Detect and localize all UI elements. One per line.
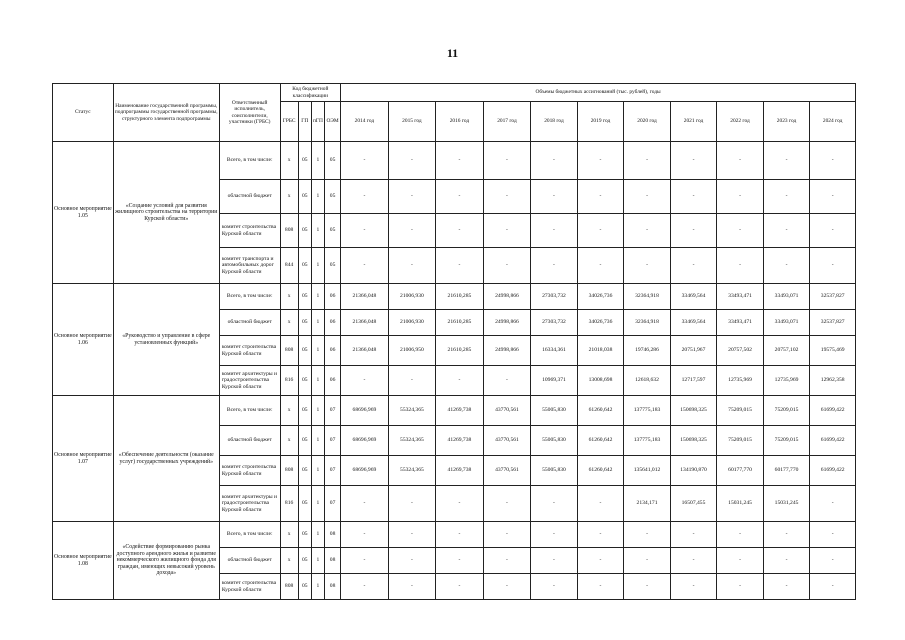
value-cell: - [388,574,436,600]
value-cell: - [577,522,624,548]
value-cell: - [531,486,578,522]
value-cell: - [577,248,624,284]
oem-cell: 06 [324,366,340,396]
value-cell: 61260,642 [577,426,624,456]
gp-cell: 05 [298,142,311,180]
oem-cell: 08 [324,548,340,574]
oem-cell: 06 [324,310,340,336]
value-cell: - [531,142,578,180]
gp-cell: 05 [298,214,311,248]
value-cell: - [717,574,764,600]
value-cell: 68696,969 [341,456,389,486]
value-cell: 55005,830 [531,426,578,456]
pgp-cell: 1 [311,336,324,366]
table-row [53,142,856,180]
value-cell: - [670,180,717,214]
value-cell: 55324,365 [388,456,436,486]
value-cell: 24998,866 [483,336,531,366]
pgp-cell: 1 [311,310,324,336]
grbs-cell: 844 [280,248,298,284]
header-year: 2015 год [388,102,436,142]
gp-cell: 05 [298,396,311,426]
value-cell: - [670,522,717,548]
oem-cell: 06 [324,336,340,366]
value-cell: - [436,248,484,284]
gp-cell: 05 [298,522,311,548]
value-cell: 19575,469 [810,336,856,366]
program-name-cell: «Обеспечение деятельности (оказание услуг) государственных учреждений» [113,396,219,522]
pgp-cell: 1 [311,522,324,548]
value-cell: 21006,930 [388,310,436,336]
header-year: 2018 год [531,102,578,142]
value-cell: 33469,564 [670,310,717,336]
value-cell: 24998,866 [483,284,531,310]
responsible-cell: областной бюджет [219,310,280,336]
table-row [53,396,856,426]
value-cell: - [717,214,764,248]
value-cell: 135641,012 [624,456,671,486]
grbs-cell: х [280,426,298,456]
value-cell: 150698,325 [670,396,717,426]
value-cell: 34026,736 [577,284,624,310]
value-cell: - [577,142,624,180]
value-cell: 150698,325 [670,426,717,456]
value-cell: - [810,214,856,248]
value-cell: - [436,574,484,600]
value-cell: - [577,574,624,600]
value-cell: - [483,548,531,574]
responsible-cell: Всего, в том числе: [219,284,280,310]
value-cell: 60177,770 [717,456,764,486]
gp-cell: 05 [298,426,311,456]
value-cell: - [810,248,856,284]
value-cell: 32364,918 [624,310,671,336]
oem-cell: 07 [324,396,340,426]
value-cell: - [763,574,810,600]
value-cell: 34026,736 [577,310,624,336]
value-cell: - [577,486,624,522]
value-cell: - [341,180,389,214]
value-cell: - [483,366,531,396]
value-cell: 20757,502 [717,336,764,366]
value-cell: 60177,770 [763,456,810,486]
value-cell: 61699,422 [810,396,856,426]
value-cell: - [341,248,389,284]
pgp-cell: 1 [311,284,324,310]
value-cell: - [436,366,484,396]
gp-cell: 05 [298,284,311,310]
value-cell: 55005,830 [531,396,578,426]
value-cell: 24998,866 [483,310,531,336]
value-cell: - [624,180,671,214]
value-cell: - [341,522,389,548]
value-cell: - [624,142,671,180]
value-cell: - [531,548,578,574]
value-cell: - [717,522,764,548]
value-cell: 27303,732 [531,310,578,336]
gp-cell: 05 [298,310,311,336]
responsible-cell: комитет строительства Курской области [219,214,280,248]
pgp-cell: 1 [311,180,324,214]
grbs-cell: х [280,180,298,214]
grbs-cell: 808 [280,214,298,248]
header-status: Статус [53,84,114,142]
header-responsible: Ответственный исполнитель, соисполнители, участники (ГРБС) [219,84,280,142]
value-cell: 19746,286 [624,336,671,366]
grbs-cell: х [280,396,298,426]
value-cell: - [531,214,578,248]
value-cell: - [341,366,389,396]
gp-cell: 05 [298,248,311,284]
value-cell: 55005,830 [531,456,578,486]
responsible-cell: комитет строительства Курской области [219,336,280,366]
value-cell: - [810,522,856,548]
value-cell: - [670,142,717,180]
value-cell: - [436,142,484,180]
value-cell: - [388,180,436,214]
value-cell: - [388,214,436,248]
value-cell: 55324,365 [388,396,436,426]
value-cell: 61260,642 [577,396,624,426]
value-cell: - [388,548,436,574]
value-cell: 12735,969 [717,366,764,396]
value-cell: - [436,548,484,574]
oem-cell: 05 [324,180,340,214]
gp-cell: 05 [298,548,311,574]
value-cell: 43770,561 [483,456,531,486]
value-cell: 75209,015 [717,426,764,456]
value-cell: 61260,642 [577,456,624,486]
value-cell: - [341,486,389,522]
value-cell: 27303,732 [531,284,578,310]
oem-cell: 07 [324,456,340,486]
value-cell: - [624,248,671,284]
header-gp: ГП [298,102,311,142]
value-cell: - [763,522,810,548]
value-cell: - [388,366,436,396]
value-cell: - [717,548,764,574]
grbs-cell: 808 [280,574,298,600]
value-cell: 21366,048 [341,336,389,366]
value-cell: - [388,142,436,180]
value-cell: - [483,486,531,522]
value-cell: 2134,171 [624,486,671,522]
value-cell: - [670,548,717,574]
grbs-cell: х [280,284,298,310]
grbs-cell: х [280,548,298,574]
value-cell: 21366,048 [341,310,389,336]
value-cell: - [717,180,764,214]
gp-cell: 05 [298,486,311,522]
oem-cell: 08 [324,522,340,548]
value-cell: 75209,015 [763,396,810,426]
oem-cell: 07 [324,426,340,456]
value-cell: 21366,048 [341,284,389,310]
header-pgp: пГП [311,102,324,142]
value-cell: - [531,248,578,284]
value-cell: 41269,738 [436,456,484,486]
value-cell: 137775,183 [624,396,671,426]
pgp-cell: 1 [311,214,324,248]
value-cell: - [436,214,484,248]
value-cell: - [531,522,578,548]
value-cell: 16507,455 [670,486,717,522]
value-cell: - [670,214,717,248]
value-cell: - [577,214,624,248]
header-year: 2020 год [624,102,671,142]
pgp-cell: 1 [311,486,324,522]
value-cell: 68696,969 [341,396,389,426]
value-cell: 41269,738 [436,426,484,456]
value-cell: 75209,015 [717,396,764,426]
value-cell: - [763,142,810,180]
gp-cell: 05 [298,574,311,600]
oem-cell: 07 [324,486,340,522]
value-cell: 55324,365 [388,426,436,456]
table-row [53,284,856,310]
responsible-cell: комитет архитектуры и градостроительства Курской области [219,486,280,522]
responsible-cell: комитет строительства Курской области [219,574,280,600]
value-cell: 68696,969 [341,426,389,456]
grbs-cell: 816 [280,366,298,396]
value-cell: - [341,548,389,574]
pgp-cell: 1 [311,142,324,180]
value-cell: 33493,471 [717,284,764,310]
value-cell: 134190,870 [670,456,717,486]
program-name-cell: «Руководство и управление в сфере установленных функций» [113,284,219,396]
value-cell: 12962,358 [810,366,856,396]
value-cell: - [341,214,389,248]
header-year: 2019 год [577,102,624,142]
value-cell: - [810,548,856,574]
header-grbs: ГРБС [280,102,298,142]
value-cell: 21018,038 [577,336,624,366]
gp-cell: 05 [298,180,311,214]
value-cell: 33493,071 [763,284,810,310]
value-cell: - [388,522,436,548]
header-year: 2016 год [436,102,484,142]
status-cell: Основное мероприятие 1.08 [53,522,114,600]
value-cell: 15031,245 [763,486,810,522]
value-cell: 20751,967 [670,336,717,366]
value-cell: 43770,561 [483,426,531,456]
pgp-cell: 1 [311,248,324,284]
value-cell: 32537,827 [810,284,856,310]
value-cell: - [763,214,810,248]
gp-cell: 05 [298,336,311,366]
value-cell: 12717,597 [670,366,717,396]
value-cell: 21610,285 [436,310,484,336]
oem-cell: 05 [324,248,340,284]
value-cell: 21610,285 [436,284,484,310]
header-budget-code: Код бюджетной классификации [280,84,341,102]
value-cell: - [436,486,484,522]
program-name-cell: «Создание условий для развития жилищного строительства на территории Курской области» [113,142,219,284]
grbs-cell: 808 [280,336,298,366]
value-cell: - [717,248,764,284]
value-cell: 43770,561 [483,396,531,426]
gp-cell: 05 [298,366,311,396]
header-program-name: Наименование государственной программы, подпрограммы государственной программы, структурного элемента подпрограммы [113,84,219,142]
value-cell: 10969,371 [531,366,578,396]
value-cell: - [483,142,531,180]
status-cell: Основное мероприятие 1.05 [53,142,114,284]
header-year: 2024 год [810,102,856,142]
grbs-cell: 816 [280,486,298,522]
value-cell: 33493,471 [717,310,764,336]
status-cell: Основное мероприятие 1.06 [53,284,114,396]
value-cell: - [483,522,531,548]
page-number: 11 [446,46,459,60]
status-cell: Основное мероприятие 1.07 [53,396,114,522]
header-volumes: Объемы бюджетных ассигнований (тыс. рублей), годы [341,84,856,102]
value-cell: - [341,574,389,600]
value-cell: - [717,142,764,180]
value-cell: - [624,214,671,248]
value-cell: - [670,574,717,600]
value-cell: - [624,574,671,600]
value-cell: 41269,738 [436,396,484,426]
value-cell: - [624,548,671,574]
value-cell: 32537,827 [810,310,856,336]
value-cell: - [483,214,531,248]
pgp-cell: 1 [311,456,324,486]
pgp-cell: 1 [311,574,324,600]
value-cell: 16334,361 [531,336,578,366]
value-cell: 13008,698 [577,366,624,396]
value-cell: 61699,422 [810,426,856,456]
value-cell: 33493,071 [763,310,810,336]
oem-cell: 05 [324,142,340,180]
value-cell: - [341,142,389,180]
value-cell: - [577,180,624,214]
value-cell: 12618,632 [624,366,671,396]
value-cell: - [388,486,436,522]
value-cell: 33469,564 [670,284,717,310]
value-cell: 21006,930 [388,284,436,310]
oem-cell: 05 [324,214,340,248]
gp-cell: 05 [298,456,311,486]
responsible-cell: Всего, в том числе: [219,522,280,548]
value-cell: 12735,969 [763,366,810,396]
value-cell: - [763,248,810,284]
value-cell: - [436,522,484,548]
value-cell: - [810,486,856,522]
responsible-cell: Всего, в том числе: [219,396,280,426]
program-name-cell: «Содействие формированию рынка доступного арендного жилья и развитие некоммерческого жилищного фонда для граждан, имеющих невысокий уровень дохода» [113,522,219,600]
oem-cell: 06 [324,284,340,310]
value-cell: 32364,918 [624,284,671,310]
table-row [53,522,856,548]
value-cell: - [763,180,810,214]
value-cell: 75209,015 [763,426,810,456]
value-cell: - [810,574,856,600]
value-cell: - [577,548,624,574]
responsible-cell: комитет транспорта и автомобильных дорог Курской области [219,248,280,284]
value-cell: - [624,522,671,548]
grbs-cell: 808 [280,456,298,486]
pgp-cell: 1 [311,426,324,456]
oem-cell: 08 [324,574,340,600]
value-cell: - [763,548,810,574]
responsible-cell: областной бюджет [219,426,280,456]
value-cell: - [810,180,856,214]
header-year: 2023 год [763,102,810,142]
pgp-cell: 1 [311,548,324,574]
value-cell: - [531,574,578,600]
header-year: 2022 год [717,102,764,142]
header-year: 2017 год [483,102,531,142]
header-year: 2014 год [341,102,389,142]
grbs-cell: х [280,142,298,180]
responsible-cell: комитет архитектуры и градостроительства Курской области [219,366,280,396]
value-cell: - [436,180,484,214]
value-cell: - [810,142,856,180]
header-year: 2021 год [670,102,717,142]
value-cell: - [388,248,436,284]
budget-table [52,83,856,600]
pgp-cell: 1 [311,366,324,396]
value-cell: 20757,102 [763,336,810,366]
header-oem: ОЭМ [324,102,340,142]
grbs-cell: х [280,522,298,548]
value-cell: 21610,285 [436,336,484,366]
responsible-cell: комитет строительства Курской области [219,456,280,486]
value-cell: 21006,950 [388,336,436,366]
value-cell: - [483,574,531,600]
responsible-cell: областной бюджет [219,180,280,214]
pgp-cell: 1 [311,396,324,426]
value-cell: 15031,245 [717,486,764,522]
grbs-cell: х [280,310,298,336]
responsible-cell: Всего, в том числе: [219,142,280,180]
value-cell: - [483,248,531,284]
value-cell: 61699,422 [810,456,856,486]
value-cell: - [483,180,531,214]
value-cell: - [531,180,578,214]
responsible-cell: областной бюджет [219,548,280,574]
value-cell: 137775,183 [624,426,671,456]
value-cell: - [670,248,717,284]
